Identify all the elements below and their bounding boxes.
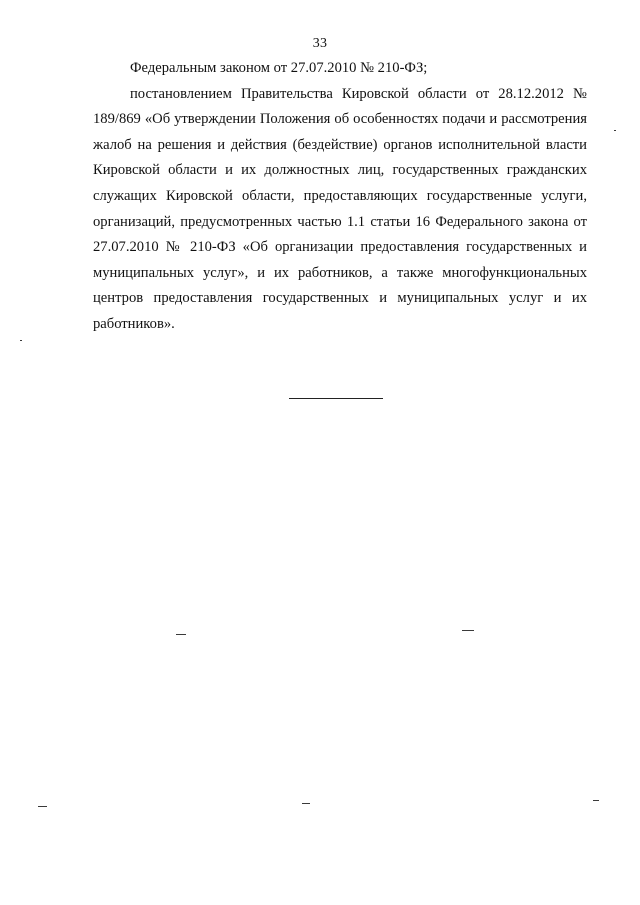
- paragraph-federal-law: Федеральным законом от 27.07.2010 № 210-ФЗ;: [130, 60, 428, 76]
- scan-speck: [462, 630, 474, 631]
- page-number: 33: [312, 36, 328, 51]
- end-divider-line: [289, 398, 383, 399]
- scan-speck: [20, 340, 22, 341]
- body-text: [93, 56, 587, 338]
- scan-speck: [593, 800, 599, 801]
- scan-speck: [302, 803, 310, 804]
- scan-speck: [176, 634, 186, 635]
- scan-speck: [38, 806, 47, 807]
- scan-speck: [614, 130, 616, 131]
- paragraph-resolution: постановлением Правительства Кировской области от 28.12.2012 № 189/869 «Об утверждении Положения об особенностях подачи и рассмотрения жалоб на решения и действия (бездействие) органов исполнительной власти Кировской области и их должностных лиц, государственных гражданских служащих Кировской области, предоставляющих государственные услуги, организаций, предусмотренных частью 1.1 статьи 16 Федерального закона от 27.07.2010 № 210-ФЗ «Об организации предоставления государственных и муниципальных услуг», и их работников, а также многофункциональных центров предоставления государственных и муниципальных услуг и их работников».: [93, 85, 587, 332]
